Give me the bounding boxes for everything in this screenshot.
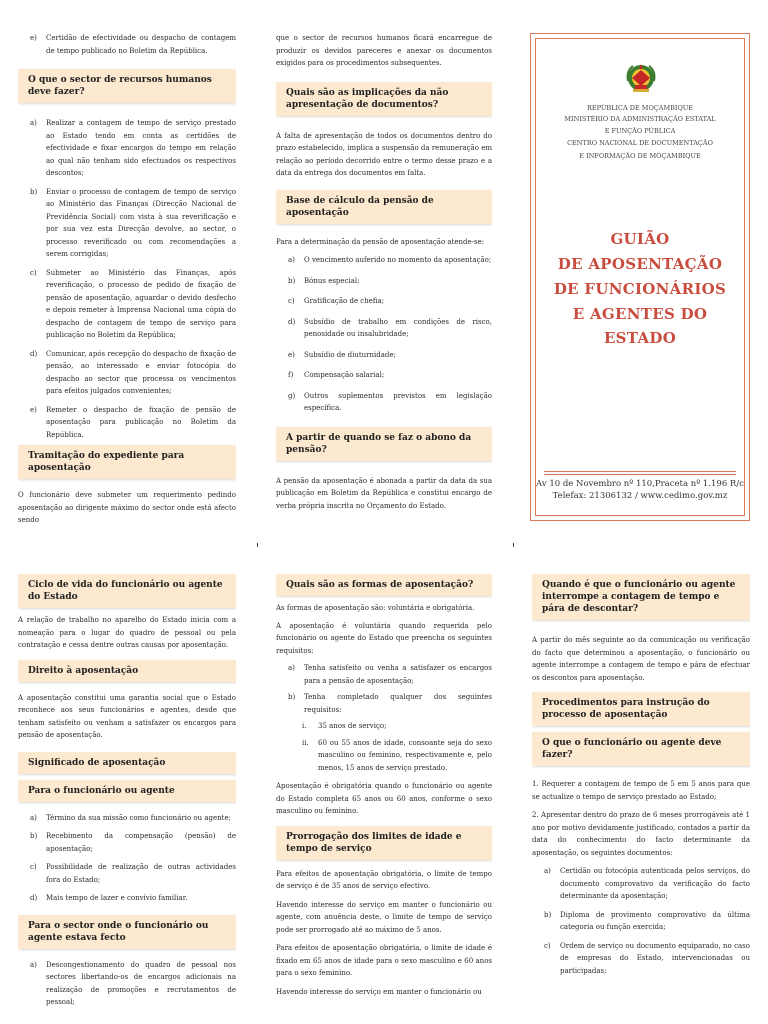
sublist-label: ii.: [302, 738, 309, 747]
bottom-left-column: [18, 574, 236, 1024]
paragraph: O funcionário deve submeter um requerimento pedindo aposentação ao dirigente máximo do sector onde está afecto sendo: [18, 491, 236, 524]
cover-ministry-2: E FUNÇÃO PÚBLICA: [604, 127, 676, 135]
paragraph: A pensão da aposentação é abonada a partir da data da sua publicação em Boletim da República e constitui encargo de verba própria inscrita no Orçamento do Estado.: [276, 476, 492, 510]
list-item: [544, 940, 750, 978]
list-label: a): [544, 867, 551, 875]
bottom-right-column: [532, 574, 750, 1024]
paragraph: A falta de apresentação de todos os documentos dentro do prazo estabelecido, implica a suspensão da remuneração em relação ao período decorrido entre o termo desse prazo e a data da entrega dos documentos em falta.: [276, 131, 492, 177]
list-item: [30, 830, 236, 855]
section-heading: Prorrogação dos limites de idade e tempo de serviço: [276, 826, 492, 860]
paragraph: 1. Requerer a contagem de tempo de 5 em 5 anos para que se actualize o tempo de serviço prestado ao Estado;: [532, 780, 750, 801]
list-label: c): [30, 268, 37, 277]
list-label: a): [30, 960, 37, 969]
cover-center-2: E INFORMAÇÃO DE MOÇAMBIQUE: [579, 152, 701, 160]
list-label: d): [30, 349, 38, 358]
cover-title-line: DE APOSENTAÇÃO: [557, 255, 723, 273]
section-heading: Quais são as formas de aposentação?: [276, 574, 492, 596]
list-label: d): [288, 317, 296, 326]
section-heading: Para o sector onde o funcionário ou agente estava fecto: [18, 915, 236, 949]
paragraph: Para efeitos de aposentação obrigatória, o limite de tempo de serviço é de 35 anos de serviço efectivo.: [276, 869, 492, 890]
list-label: g): [288, 391, 296, 400]
cover-address: Av 10 de Novembro nº 110,Praceta nº 1.196 R/c: [536, 479, 744, 489]
list-text: Possibilidade de realização de outras actividades fora do Estado;: [46, 863, 236, 884]
cover-center: CENTRO NACIONAL DE DOCUMENTAÇÃO: [567, 139, 713, 147]
fold-mark: [513, 543, 514, 547]
section-heading: Ciclo de vida do funcionário ou agente do Estado: [18, 574, 236, 608]
list-label: d): [30, 894, 38, 902]
cover-title-line: GUIÃO: [610, 230, 670, 248]
list-text: Realizar a contagem de tempo de serviço prestado ao Estado tendo em conta as certidões de efectividade e fixar encargos do tempo em relação ao qual não tenham sido efectuados os respectivos descontos;: [46, 119, 236, 177]
cover-divider: [544, 474, 736, 475]
list-text: Submeter ao Ministério das Finanças, após reverificação, o processo de pedido de fixação de pensão de aposentação, aguardar o devido desfecho e depois remeter à Imprensa Nacional uma cópia do despacho de contagem de tempo de serviço para publicação no Boletim da República;: [46, 268, 236, 339]
list-label: b): [544, 910, 552, 919]
list-label: c): [288, 297, 295, 305]
list-item: [288, 275, 492, 288]
top-middle-column: [276, 32, 492, 524]
list-text: Subsídio de diuturnidade;: [304, 350, 396, 359]
paragraph: Para a determinação da pensão de aposentação atende-se:: [276, 237, 485, 246]
list-label: a): [30, 813, 37, 822]
list-item: [18, 32, 236, 57]
paragraph: Para efeitos de aposentação obrigatória, o limite de idade é fixado em 65 anos de idade para o sexo masculino e 60 anos para o sexo feminino.: [276, 944, 492, 977]
list-item: [288, 349, 492, 362]
list-label: b): [30, 187, 38, 196]
list-item: [288, 369, 492, 382]
list-label: b): [30, 832, 38, 840]
list-label: b): [288, 276, 296, 285]
section-heading: Quais são as implicações da não apresentação de documentos?: [276, 82, 492, 116]
sublist-item: [302, 737, 492, 775]
paragraph: que o sector de recursos humanos ficará encarregue de produzir os devidos pareceres e anexar os documentos exigidos para os procedimentos subsequentes.: [276, 34, 492, 67]
list-label: c): [544, 941, 551, 950]
list-label: e): [30, 34, 37, 42]
list-item: [288, 316, 492, 341]
cover-divider: [544, 471, 736, 472]
list-label: a): [288, 256, 295, 264]
list-text: Tenha completado qualquer dos seguintes requisitos:: [304, 693, 492, 714]
paragraph: Havendo interesse do serviço em manter o funcionário ou agente, com anuência deste, o limite de tempo de serviço pode ser prorrogado até ao máximo de 5 anos.: [276, 900, 492, 934]
paragraph: Aposentação é obrigatória quando o funcionário ou agente do Estado completa 65 anos ou 60 anos, conforme o sexo masculino ou feminino.: [276, 782, 492, 815]
paragraph: A aposentação constitui uma garantia social que o Estado reconhece aos seus funcionários e agentes, desde que tenham satisfeito ou venham a satisfazer os encargos para pensão de aposentação.: [18, 693, 236, 739]
list-text: Enviar o processo de contagem de tempo de serviço ao Ministério das Finanças (Direcção Nacional de Previdência Social) com vista à sua reverificação e por sua vez esta Direcção devolve, ao sector, o processo reverificado ou com recomendações a serem corrigidas;: [46, 187, 236, 258]
list-label: e): [30, 405, 37, 414]
list-item: [30, 959, 236, 1009]
cover-ministry: MINISTÉRIO DA ADMINISTRAÇÃO ESTATAL: [564, 115, 716, 123]
list-text: Certidão ou fotocópia autenticada pelos serviços, do documento comprovativo da verificação do facto determinante da aposentação;: [560, 867, 750, 900]
sublist-item: [302, 720, 492, 733]
list-item: [30, 267, 236, 342]
list-text: Ordem de serviço ou documento equiparado, no caso de empresas do Estado, intervencionadas ou participadas;: [560, 941, 750, 975]
list-item: [30, 186, 236, 261]
list-text: Descongestionamento do quadro de pessoal nos sectores libertando-os de encargos adicionais na realização de promoções e recrutamentos de pessoal;: [46, 960, 236, 1006]
cover-panel: [530, 33, 750, 521]
sublist-label: i.: [302, 722, 307, 730]
list-item: [30, 861, 236, 886]
list-label: a): [30, 119, 37, 127]
section-heading: Direito à aposentação: [18, 660, 236, 682]
list-label: b): [288, 693, 296, 701]
list-item: [30, 348, 236, 398]
list-item: [544, 909, 750, 934]
list-label: c): [30, 863, 37, 871]
paragraph: Havendo interesse do serviço em manter o funcionário ou: [276, 987, 482, 996]
list-item: [288, 691, 492, 716]
list-text: Término da sua missão como funcionário ou agente;: [46, 813, 231, 822]
list-text: Remeter o despacho de fixação de pensão de aposentação para publicação no Boletim da República.: [46, 405, 236, 439]
list-text: Bónus especial;: [304, 276, 360, 285]
paragraph: As formas de aposentação são: voluntária e obrigatória.: [276, 604, 475, 612]
paragraph: A relação de trabalho no aparelho do Estado inicia com a nomeação para o lugar do quadro de pessoal ou pela contratação e cessa dentre outras causas por aposentação.: [18, 616, 236, 649]
section-heading: Significado de aposentação: [18, 752, 236, 774]
cover-inner-border: [535, 38, 745, 516]
list-text: Comunicar, após recepção do despacho de fixação de pensão, ao interessado e enviar fotocópia do despacho ao sector que processa os vencimentos para efeitos julgados convenientes;: [46, 349, 236, 395]
list-label: f): [288, 371, 294, 379]
paragraph: A partir do mês seguinte ao da comunicação ou verificação do facto que determinou a aposentação, o funcionário ou agente interrompe a contagem de tempo e pára de efectuar os descontos para aposentação.: [532, 636, 750, 682]
section-heading: A partir de quando se faz o abono da pensão?: [276, 427, 492, 461]
list-text: O vencimento auferido no momento da aposentação;: [304, 256, 492, 264]
cover-title-line: E AGENTES DO ESTADO: [572, 305, 708, 347]
list-item: [30, 892, 236, 905]
bottom-middle-column: [276, 574, 492, 1024]
list-text: Diploma de provimento comprovativo da última categoria ou função exercida;: [560, 910, 750, 931]
list-label: e): [288, 350, 295, 359]
cover-contact: Telefax: 21306132 / www.cedimo.gov.mz: [552, 491, 728, 501]
list-text: Certidão de efectividade ou despacho de contagem de tempo publicado no Boletim da República.: [46, 34, 236, 55]
cover-title-line: DE FUNCIONÁRIOS: [553, 280, 727, 298]
section-heading: Tramitação do expediente para aposentação: [18, 445, 236, 479]
section-heading: Procedimentos para instrução do processo de aposentação: [532, 692, 750, 726]
list-item: [30, 117, 236, 180]
list-text: Compensação salarial;: [304, 371, 385, 379]
list-text: Gratificação de chefia;: [304, 297, 385, 305]
list-item: [30, 812, 236, 825]
section-heading: Quando é que o funcionário ou agente interrompe a contagem de tempo e pára de descontar?: [532, 574, 750, 620]
list-text: Tenha satisfeito ou venha a satisfazer os encargos para a pensão de aposentação;: [304, 664, 492, 685]
list-text: Recebimento da compensação (pensão) de aposentação;: [46, 832, 236, 853]
list-text: Subsídio de trabalho em condições de risco, penosidade ou insalubridade;: [304, 317, 492, 338]
cover-country: REPÚBLICA DE MOÇAMBIQUE: [587, 104, 693, 112]
section-heading: Base de cálculo da pensão de aposentação: [276, 190, 492, 224]
list-text: Mais tempo de lazer e convívio familiar.: [46, 894, 188, 902]
coat-of-arms-emblem: [624, 61, 658, 95]
list-item: [544, 865, 750, 903]
list-item: [30, 404, 236, 442]
list-item: [288, 662, 492, 687]
paragraph: A aposentação é voluntária quando requerida pelo funcionário ou agente do Estado que preencha os seguintes requisitos:: [276, 621, 492, 655]
list-item: [288, 390, 492, 415]
section-heading: Para o funcionário ou agente: [18, 780, 236, 802]
top-left-column: [18, 32, 236, 524]
section-heading: O que o funcionário ou agente deve fazer?: [532, 732, 750, 766]
sublist-text: 35 anos de serviço;: [318, 722, 387, 730]
paragraph: 2. Apresentar dentro do prazo de 6 meses prorrogáveis até 1 ano por motivo devidamente justificado, contados a partir da data do conhecimento do facto determinante da aposentação, os seguintes documentos:: [532, 811, 750, 857]
list-item: [288, 295, 492, 308]
section-heading: O que o sector de recursos humanos deve fazer?: [18, 69, 236, 103]
list-text: Outros suplementos previstos em legislação específica.: [304, 391, 492, 412]
sublist-text: 60 ou 55 anos de idade, consoante seja do sexo masculino ou feminino, respectivamente e, pelo menos, 15 anos de serviço prestado.: [318, 738, 492, 772]
list-item: [288, 254, 492, 267]
fold-mark: [257, 543, 258, 547]
list-label: a): [288, 664, 295, 672]
